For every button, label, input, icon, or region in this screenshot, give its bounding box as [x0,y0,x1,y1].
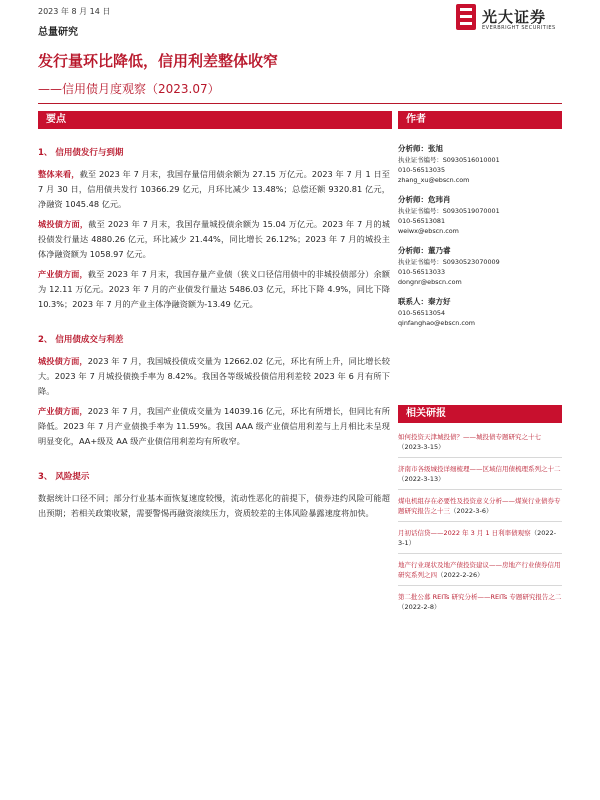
paragraph-chengtou-issuance [38,217,390,262]
authors-heading-bar: 作者 [398,111,562,129]
related-report-date: （2022-3-1） [398,529,557,547]
contact-name: 联系人：秦方好 [398,297,451,306]
related-report-date: （2022-2-26） [437,571,484,579]
paragraph-text: 2023 年 7 月，我国城投债成交量为 12662.02 亿元，环比有所上升，同比增长较大。2023 年 7 月城投债换手率为 8.42%。我国各等级城投债信用利差较 2023 年 6 月有所下降。 [38,356,390,396]
author-email[interactable]: zhang_xu@ebscn.com [398,176,470,184]
author-email[interactable]: weiwx@ebscn.com [398,227,459,235]
related-report-date: （2022-3-13） [398,475,445,483]
related-report-title[interactable]: 济南市各级城投详细梳理——区域信用债梳理系列之十二 [398,465,561,473]
paragraph-text: 数据统计口径不同；部分行业基本面恢复速度较慢，流动性恶化的前提下，债券违约风险可能超出预期；若相关政策收紧，需要警惕再融资滚续压力，资质较差的主体风险暴露速度将加快。 [38,493,390,518]
related-report-title[interactable]: 月初话信贷——2022 年 3 月 1 日利率债观察 [398,529,531,537]
paragraph-text: 截至 2023 年 7 月末，我国存量产业债（狭义口径信用债中的非城投债部分）余额为 12.11 万亿元。2023 年 7 月的产业债发行量达 5486.03 亿元，环比下降 4.9%，同比下降 10.3%；2023 年 7 月的产业主体净融资额为-13.49 亿元。 [38,269,390,309]
related-report-date: （2022-2-8） [398,603,441,611]
paragraph-chengtou-trading [38,354,390,399]
paragraph-lead: 产业债方面， [38,269,88,279]
paragraph-text: 2023 年 7 月，我国产业债成交量为 14039.16 亿元，环比有所增长，但同比有所降低。2023 年 7 月产业债换手率为 11.59%。我国 AAA 级产业债信用利差与上月相比未呈现明显变化，AA+级及 AA 级产业债信用利差均有所收窄。 [38,406,390,446]
author-name: 分析师：危玮肖 [398,195,451,204]
related-report-item[interactable] [398,464,562,490]
author-phone: 010-56513033 [398,268,446,276]
section-title: 2、 信用债成交与利差 [38,335,124,345]
author-entry [398,142,562,185]
related-report-date: （2022-3-6） [450,507,493,515]
related-report-item[interactable] [398,432,562,458]
paragraph-industry-issuance [38,267,390,312]
author-name: 分析师：董乃睿 [398,246,451,255]
paragraph-industry-trading [38,404,390,449]
paragraph-lead: 产业债方面， [38,406,88,416]
section-title: 3、 风险提示 [38,472,90,482]
related-report-title[interactable]: 煤电机组存在必要性及投资意义分析——煤炭行业债券专题研究报告之十三 [398,497,561,515]
related-reports-list [398,432,562,623]
logo-chinese-name: 光大证券 [482,8,547,26]
contact-entry [398,295,562,328]
paragraph-lead: 城投债方面， [38,356,88,366]
related-report-item[interactable] [398,528,562,554]
paragraph-lead: 城投债方面， [38,219,89,229]
report-date: 2023 年 8 月 14 日 [38,7,111,16]
author-phone: 010-56513081 [398,217,446,225]
section-title: 1、 信用债发行与到期 [38,148,124,158]
related-report-title[interactable]: 第二批公募 REITs 研究分析——REITs 专题研究报告之二 [398,593,562,601]
authors-list [398,142,562,336]
author-cert: 执业证书编号：S0930516010001 [398,156,500,164]
author-email[interactable]: dongnr@ebscn.com [398,278,462,286]
paragraph-lead: 整体来看， [38,169,80,179]
author-entry [398,193,562,236]
author-cert: 执业证书编号：S0930523070009 [398,258,500,266]
report-title: 发行量环比降低，信用利差整体收窄 [38,52,279,70]
paragraph-risk [38,491,390,521]
contact-phone: 010-56513054 [398,309,446,317]
related-report-item[interactable] [398,592,562,617]
summary-heading-bar: 要点 [38,111,392,129]
related-report-title[interactable]: 地产行业现状及地产债投资建议——房地产行业债券信用研究系列之四 [398,561,561,579]
contact-email[interactable]: qinfanghao@ebscn.com [398,319,475,327]
title-divider [38,103,562,104]
report-category: 总量研究 [38,27,78,38]
paragraph-text: 截至 2023 年 7 月末，我国存量信用债余额为 27.15 万亿元。2023 年 7 月 1 日至 7 月 30 日，信用债共发行 10366.29 亿元，月环比减少 13.48%；总偿还额 9320.81 亿元，净融资 1045.48 亿元。 [38,169,390,209]
logo-mark-icon [456,4,476,30]
summary-body [38,146,390,526]
paragraph-overall [38,167,390,212]
author-phone: 010-56513035 [398,166,446,174]
logo-english-name: EVERBRIGHT SECURITIES [482,25,556,31]
related-report-date: （2023-3-15） [398,443,445,451]
related-report-item[interactable] [398,560,562,586]
author-cert: 执业证书编号：S0930519070001 [398,207,500,215]
report-subtitle: ——信用债月度观察（2023.07） [38,82,220,96]
related-report-item[interactable] [398,496,562,522]
author-name: 分析师：张旭 [398,144,443,153]
paragraph-text: 截至 2023 年 7 月末，我国存量城投债余额为 15.04 万亿元。2023 年 7 月的城投债发行量达 4880.26 亿元，环比减少 21.44%，同比增长 26.12%；2023 年 7 月的城投主体净融资额为 1058.97 亿元。 [38,219,390,259]
related-report-title[interactable]: 如何投资天津城投债？——城投债专题研究之十七 [398,433,541,441]
company-logo [456,4,566,40]
author-entry [398,244,562,287]
related-reports-heading-bar: 相关研报 [398,405,562,423]
